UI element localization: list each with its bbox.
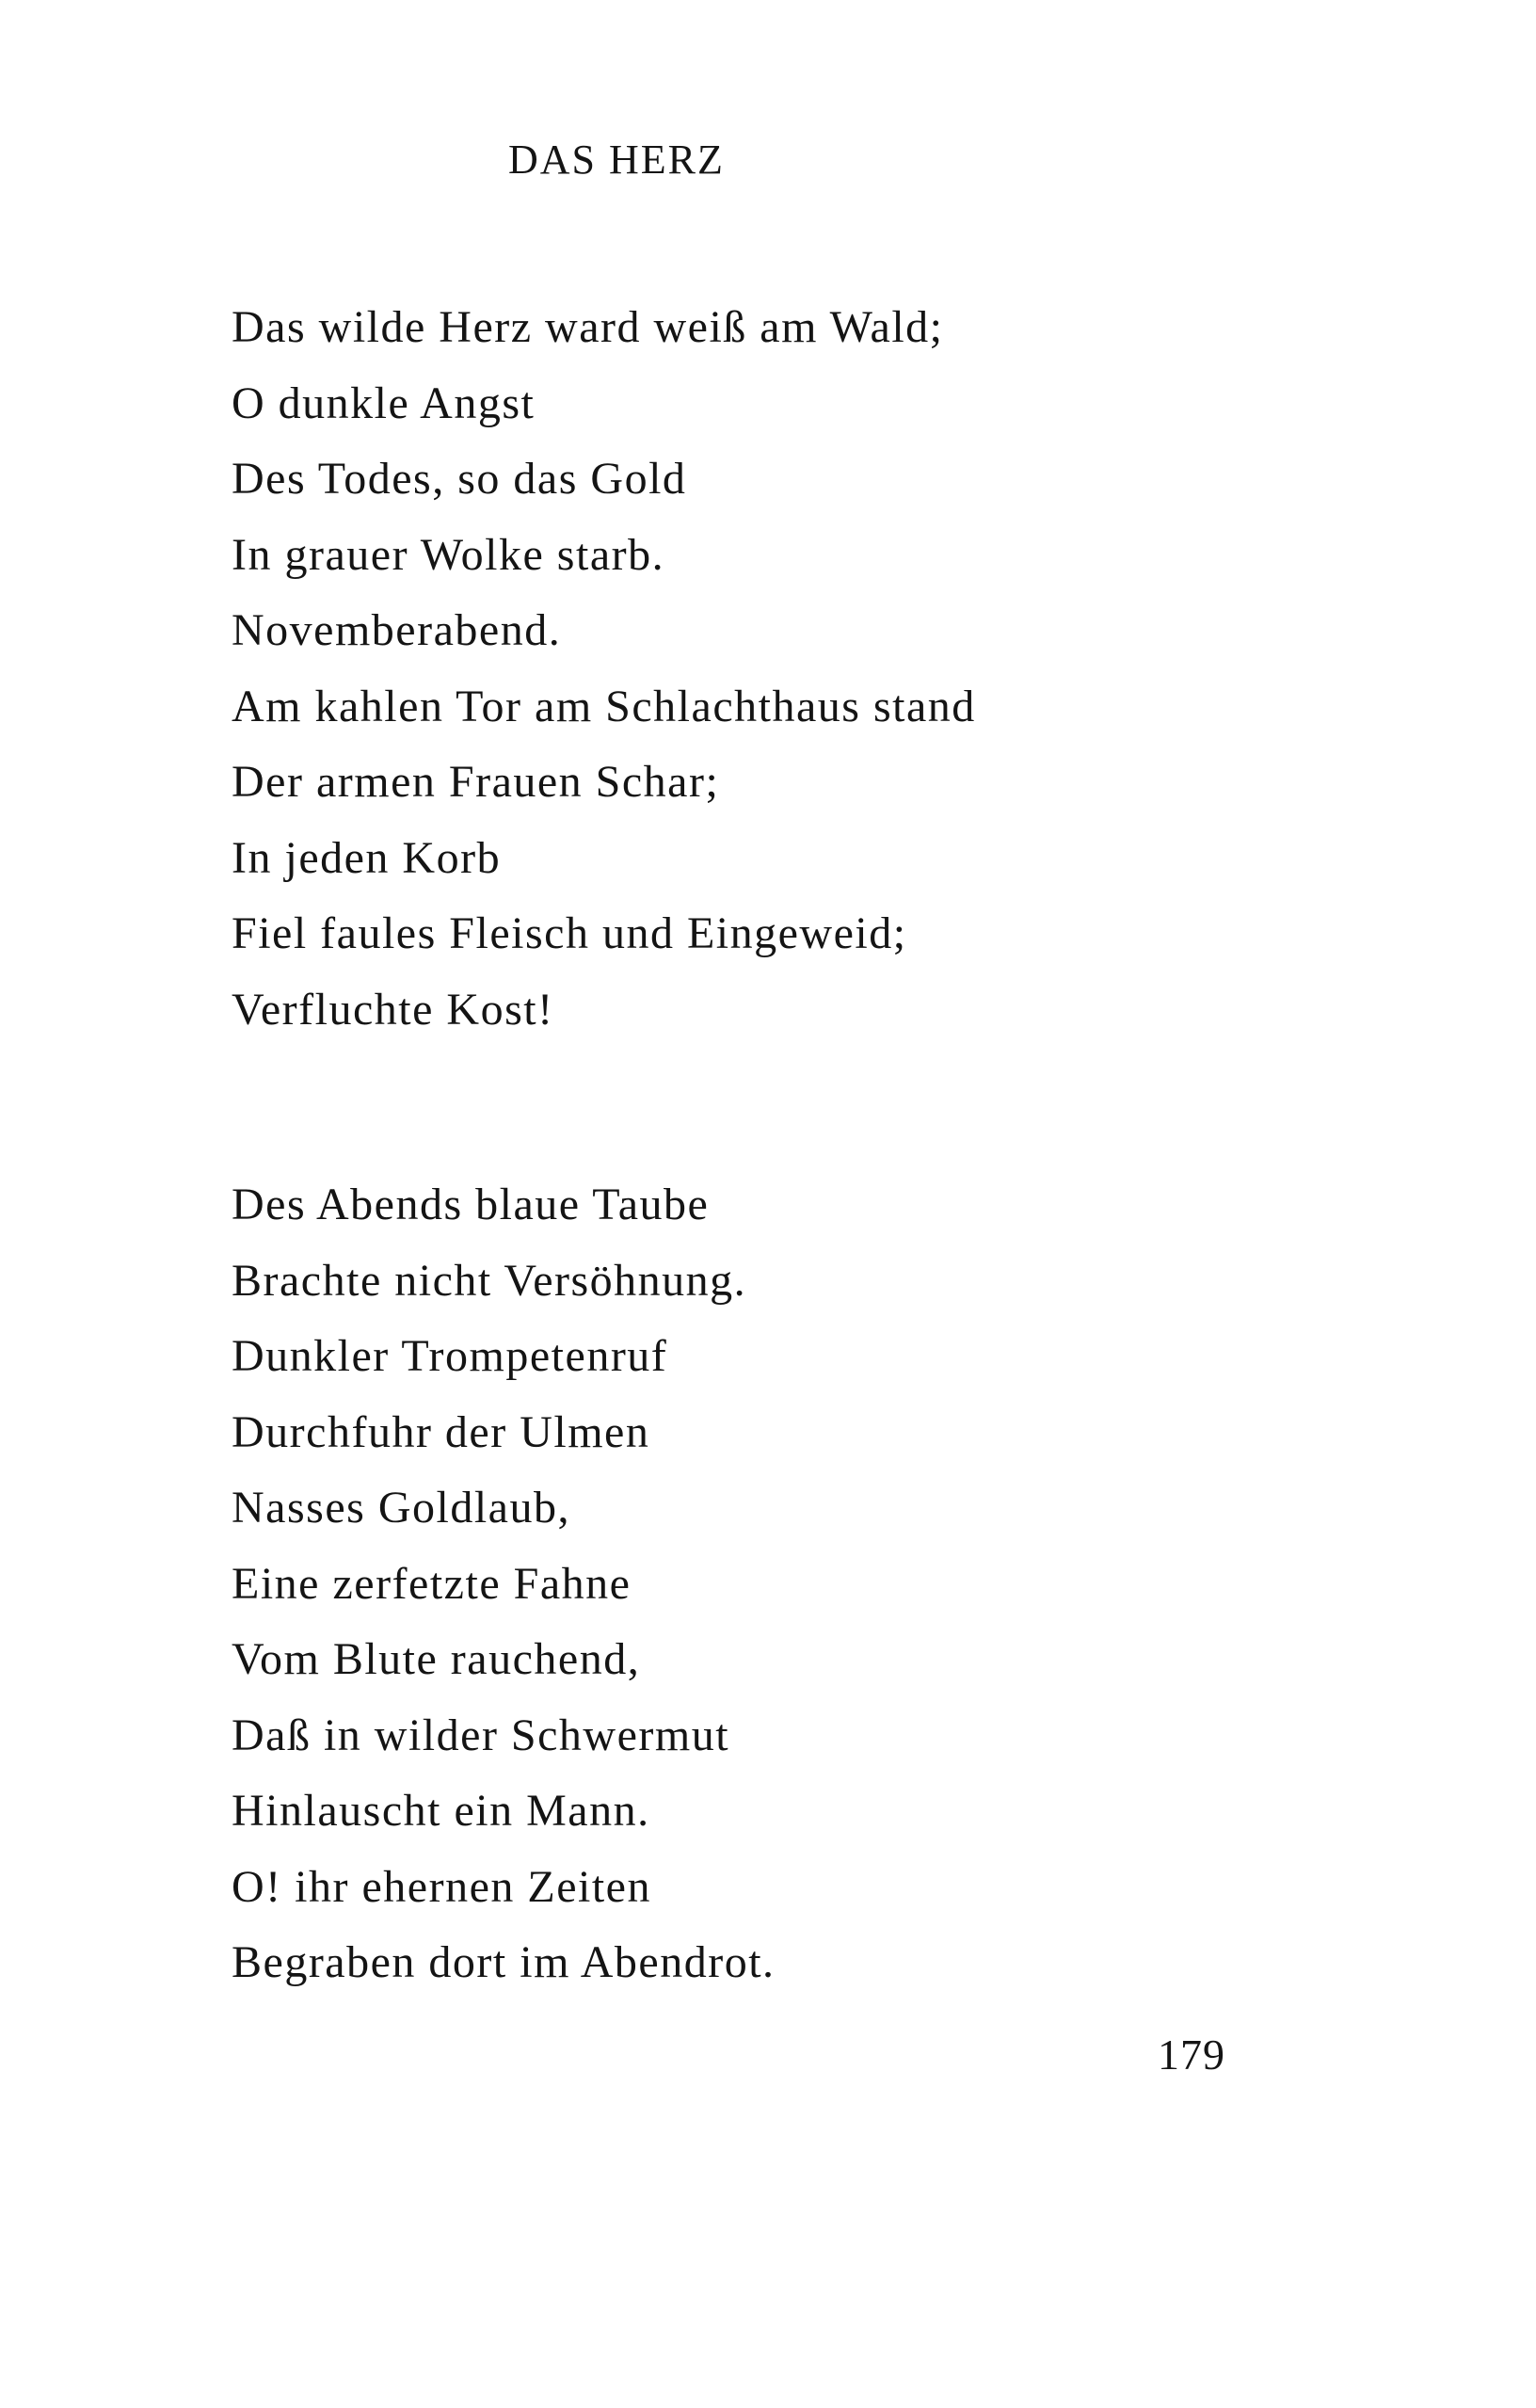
poem-line: In jeden Korb — [232, 832, 502, 883]
stanza-2 — [232, 1177, 776, 2011]
poem-line: Der armen Frauen Schar; — [232, 757, 720, 807]
poem-line: Brachte nicht Versöhnung. — [232, 1255, 747, 1306]
poem-title: DAS HERZ — [508, 136, 725, 183]
page-number: 179 — [1158, 2031, 1225, 2079]
poem-line: Dunkler Trompetenruf — [232, 1331, 668, 1381]
poem-line: O dunkle Angst — [232, 377, 536, 428]
poem-line: Eine zerfetzte Fahne — [232, 1558, 632, 1609]
poem-line: Daß in wilder Schwermut — [232, 1710, 730, 1760]
poem-line: O! ihr ehernen Zeiten — [232, 1861, 651, 1912]
poem-line: Verfluchte Kost! — [232, 984, 554, 1035]
poem-line: Des Todes, so das Gold — [232, 454, 687, 504]
poem-line: Hinlauscht ein Mann. — [232, 1786, 650, 1836]
poem-line: Des Abends blaue Taube — [232, 1180, 710, 1229]
poem-line: Vom Blute rauchend, — [232, 1634, 641, 1684]
poem-line: Fiel faules Fleisch und Eingeweid; — [232, 908, 907, 958]
poem-line: Begraben dort im Abendrot. — [232, 1937, 776, 1987]
poem-line: Am kahlen Tor am Schlachthaus stand — [232, 681, 976, 731]
poem-line: Novemberabend. — [232, 605, 562, 655]
poem-line: Durchfuhr der Ulmen — [232, 1406, 650, 1457]
poem-line: Nasses Goldlaub, — [232, 1483, 570, 1533]
poem-line: In grauer Wolke starb. — [232, 529, 665, 580]
poem-line: Das wilde Herz ward weiß am Wald; — [232, 302, 944, 352]
stanza-1 — [232, 299, 976, 1057]
